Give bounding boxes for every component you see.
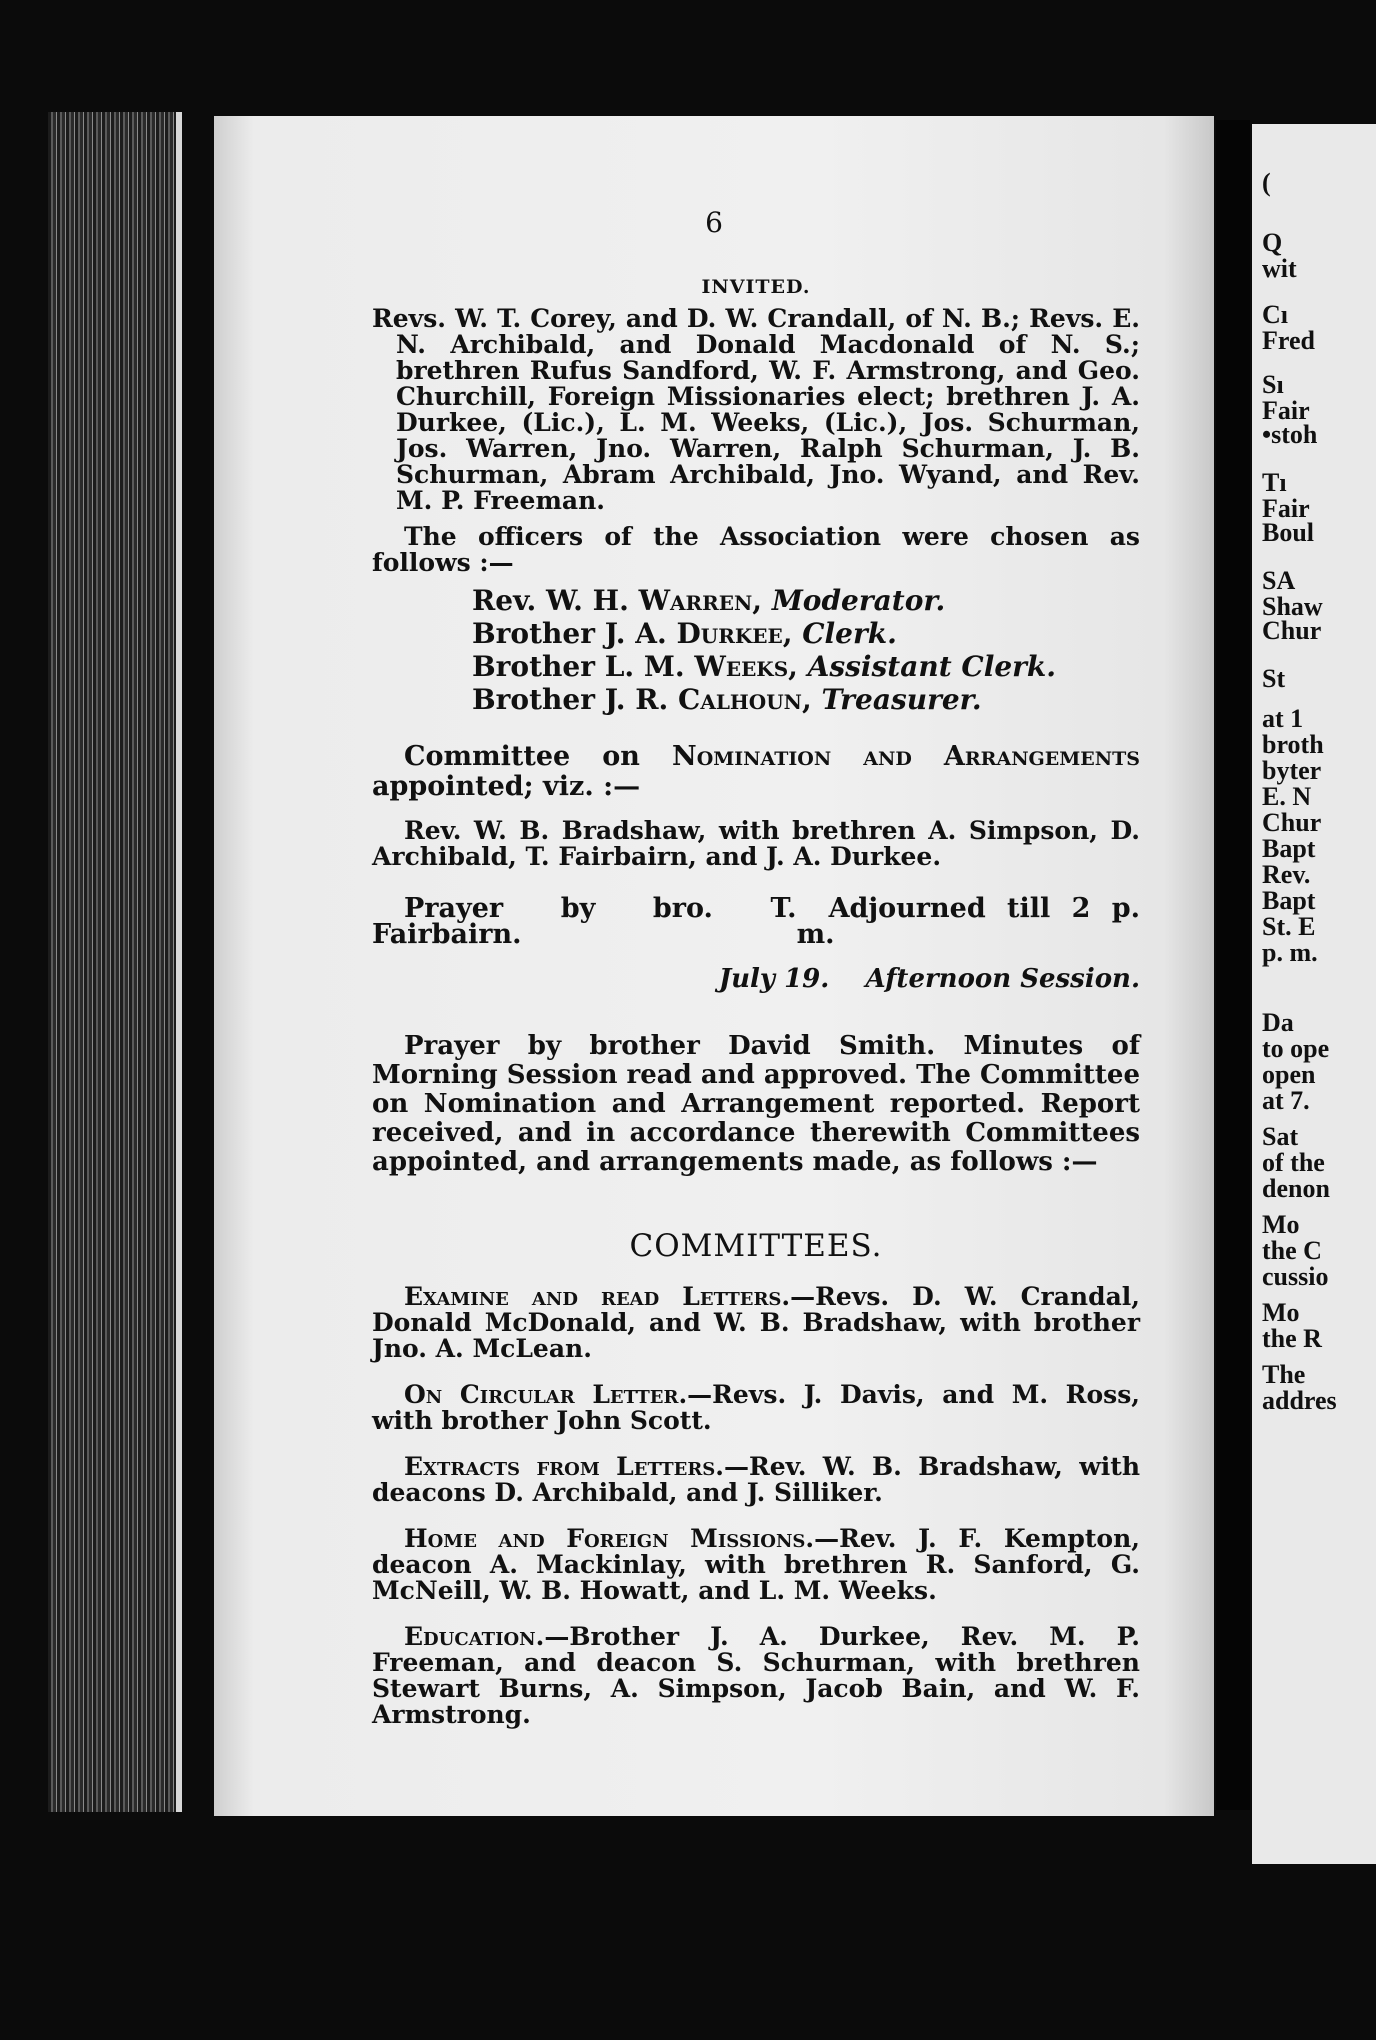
officers-intro: The officers of the Association were chosen as follows :— (372, 522, 1140, 577)
adjacent-page-text: Shaw (1262, 592, 1323, 621)
adjacent-page-text: at 1 (1262, 704, 1304, 733)
adjacent-page-text: of the (1262, 1148, 1325, 1177)
adjacent-page-text: Cı (1262, 300, 1288, 329)
adjacent-page-text: Mo (1262, 1298, 1300, 1327)
invited-heading: INVITED. (701, 276, 811, 298)
adjacent-page-text: Fred (1262, 326, 1315, 355)
adjacent-page-text: St. E (1262, 912, 1316, 941)
adjacent-page-text: byter (1262, 756, 1322, 785)
afternoon-minutes: Prayer by brother David Smith. Minutes of Morning Session read and approved. The Committee on Nomination and Arrangement reported. Report received, and in accordance therewith Committees appointed, and arrangements made, as follows :— (372, 1031, 1140, 1177)
adjacent-page-fragment (1252, 124, 1376, 1864)
invited-section (372, 276, 1140, 514)
officer-moderator: Rev. W. H. Warren, Moderator. (472, 584, 946, 617)
adjacent-page-text: p. m. (1262, 938, 1318, 967)
adjacent-page-text: Rev. (1262, 860, 1311, 889)
adjacent-page-text: •stoh (1262, 420, 1318, 449)
officers-list (372, 584, 1140, 716)
prayer-morning (372, 893, 1140, 950)
adjacent-page-text: Chur (1262, 616, 1322, 645)
adjacent-page-text: Tı (1262, 468, 1287, 497)
officer-clerk: Brother J. A. Durkee, Clerk. (472, 617, 897, 650)
adjacent-page-text: Da (1262, 1008, 1294, 1037)
adjacent-page-text: The (1262, 1360, 1306, 1389)
nomination-section (372, 742, 1140, 870)
invited-list: Revs. W. T. Corey, and D. W. Crandall, of N. B.; Revs. E. N. Archibald, and Donald Macdonald of N. S.; brethren Rufus Sandford, W. F. Armstrong, and Geo. Churchill, Foreign Missionaries elect; brethren J. A. Durkee, (Lic.), L. M. Weeks, (Lic.), Jos. Schurman, Jos. Warren, Jno. Warren, Ralph Schurman, J. B. Schurman, Abram Archibald, Jno. Wyand, and Rev. M. P. Freeman. (372, 304, 1140, 515)
adjacent-page-text: Q (1262, 228, 1283, 257)
nomination-members: Rev. W. B. Bradshaw, with brethren A. Simpson, D. Archibald, T. Fairbairn, and J. A. Durkee. (372, 816, 1140, 871)
adjacent-page-text: broth (1262, 730, 1324, 759)
adjacent-page-text: E. N (1262, 782, 1312, 811)
book-page (214, 116, 1214, 1816)
adjacent-page-text: Boul (1262, 518, 1315, 547)
adjourned-text: Adjourned till 2 p. m. (796, 893, 1140, 950)
adjacent-page-text: Chur (1262, 808, 1322, 837)
afternoon-date: July 19. (718, 964, 830, 994)
adjacent-page-text: open (1262, 1060, 1316, 1089)
officers-section (372, 524, 1140, 716)
afternoon-session: Afternoon Session. (865, 964, 1140, 994)
adjacent-page-text: wit (1262, 254, 1297, 283)
adjacent-page-text: the C (1262, 1236, 1322, 1265)
officer-assistant-clerk: Brother L. M. Weeks, Assistant Clerk. (472, 650, 1057, 683)
adjacent-page-text: denon (1262, 1174, 1330, 1203)
prayer-morning-text: Prayer by bro. T. Fairbairn. (372, 893, 797, 950)
adjacent-page-text: Fair (1262, 396, 1310, 425)
committee-item: Home and Foreign Missions.—Rev. J. F. Kempton, deacon A. Mackinlay, with brethren R. Sanford, G. McNeill, W. B. Howatt, and L. M. Weeks. (372, 1524, 1140, 1605)
committee-item: Extracts from Letters.—Rev. W. B. Bradshaw, with deacons D. Archibald, and J. Silliker. (372, 1452, 1140, 1507)
committee-item: Examine and read Letters.—Revs. D. W. Crandal, Donald McDonald, and W. B. Bradshaw, with brother Jno. A. McLean. (372, 1282, 1140, 1363)
adjacent-page-text: Bapt (1262, 834, 1316, 863)
adjacent-page-text: Bapt (1262, 886, 1316, 915)
officer-treasurer: Brother J. R. Calhoun, Treasurer. (472, 683, 982, 716)
afternoon-heading (372, 964, 1140, 994)
adjacent-page-text: Sı (1262, 370, 1284, 399)
book-spine-page-stack (48, 112, 182, 1812)
adjacent-page-text: ( (1262, 168, 1271, 197)
adjacent-page-text: the R (1262, 1324, 1322, 1353)
adjacent-page-text: Mo (1262, 1210, 1300, 1239)
committee-item: Education.—Brother J. A. Durkee, Rev. M. P. Freeman, and deacon S. Schurman, with brethren Stewart Burns, A. Simpson, Jacob Bain, and W. F. Armstrong. (372, 1622, 1140, 1729)
adjacent-page-text: Sat (1262, 1122, 1299, 1151)
committees-list (372, 1284, 1140, 1728)
committees-heading: COMMITTEES. (629, 1228, 883, 1264)
adjacent-page-text: to ope (1262, 1034, 1330, 1063)
committees-section (372, 1228, 1140, 1728)
page-number: 6 (705, 206, 723, 239)
adjacent-page-text: SA (1262, 566, 1296, 595)
adjacent-page-text: St (1262, 664, 1286, 693)
adjacent-page-text: cussio (1262, 1262, 1329, 1291)
adjacent-page-text: at 7. (1262, 1086, 1310, 1115)
adjacent-page-text: Fair (1262, 494, 1310, 523)
nomination-committee-title: Committee on Nomination and Arrangements appointed; viz. :— (372, 741, 1141, 802)
committee-item: On Circular Letter.—Revs. J. Davis, and M. Ross, with brother John Scott. (372, 1380, 1140, 1435)
adjacent-page-text: addres (1262, 1386, 1337, 1415)
page-gutter-shadow (1216, 120, 1250, 1810)
